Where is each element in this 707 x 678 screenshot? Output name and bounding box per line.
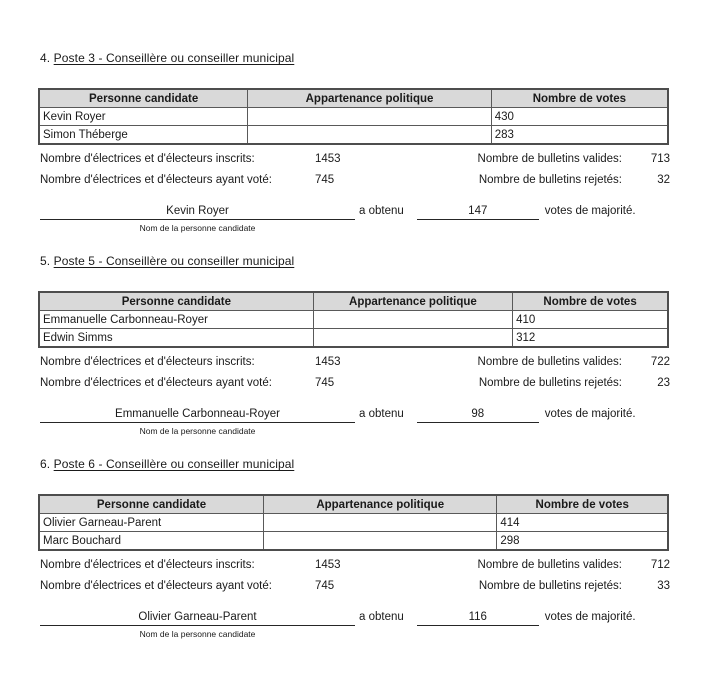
voter-stats bbox=[40, 149, 670, 191]
col-header-party: Appartenance politique bbox=[248, 89, 491, 108]
party-cell bbox=[313, 329, 512, 348]
votes-table bbox=[38, 88, 669, 145]
stat-ayant-vote bbox=[40, 373, 334, 394]
votes-cell: 430 bbox=[491, 108, 668, 126]
col-header-votes: Nombre de votes bbox=[513, 292, 668, 311]
majority-obtenu-label: a obtenu bbox=[359, 205, 404, 217]
stat-rejetes bbox=[479, 170, 670, 191]
stat-label: Nombre de bulletins rejetés: bbox=[478, 377, 622, 389]
votes-cell: 298 bbox=[497, 532, 668, 551]
stat-ayant-vote bbox=[40, 576, 334, 597]
party-cell bbox=[313, 311, 512, 329]
stat-inscrits bbox=[40, 149, 341, 170]
section-number: 4. bbox=[40, 51, 51, 65]
col-header-votes: Nombre de votes bbox=[497, 495, 668, 514]
stat-value: 1453 bbox=[315, 356, 341, 368]
stat-value: 32 bbox=[657, 174, 670, 186]
majority-winner-field: Olivier Garneau-Parent bbox=[40, 611, 355, 626]
stat-value: 1453 bbox=[315, 559, 341, 571]
candidate-name: Simon Théberge bbox=[39, 126, 248, 145]
section-poste-3 bbox=[40, 51, 670, 233]
voter-stats bbox=[40, 555, 670, 597]
stats-row bbox=[40, 352, 670, 373]
col-header-votes: Nombre de votes bbox=[491, 89, 668, 108]
section-number: 6. bbox=[40, 457, 51, 471]
candidate-name: Edwin Simms bbox=[39, 329, 313, 348]
table-row bbox=[39, 108, 668, 126]
majority-suffix-label: votes de majorité. bbox=[544, 205, 636, 217]
stat-valides bbox=[478, 555, 670, 576]
majority-votes-field: 98 bbox=[417, 408, 539, 423]
table-header-row bbox=[39, 89, 668, 108]
stat-label: Nombre d'électrices et d'électeurs ayant voté: bbox=[40, 580, 272, 592]
stat-label: Nombre de bulletins valides: bbox=[477, 153, 622, 165]
majority-suffix-label: votes de majorité. bbox=[544, 611, 636, 623]
table-header-row bbox=[39, 495, 668, 514]
stat-label: Nombre d'électrices et d'électeurs ayant voté: bbox=[40, 377, 272, 389]
voter-stats bbox=[40, 352, 670, 394]
votes-table bbox=[38, 291, 669, 348]
stat-value: 745 bbox=[315, 580, 335, 592]
majority-winner-field: Emmanuelle Carbonneau-Royer bbox=[40, 408, 355, 423]
field-caption: Nom de la personne candidate bbox=[139, 426, 256, 436]
stat-label: Nombre d'électrices et d'électeurs inscrits: bbox=[40, 356, 255, 368]
stat-value: 722 bbox=[650, 356, 670, 368]
stat-label: Nombre d'électrices et d'électeurs inscrits: bbox=[40, 153, 255, 165]
section-number: 5. bbox=[40, 254, 51, 268]
stat-label: Nombre de bulletins rejetés: bbox=[478, 580, 622, 592]
party-cell bbox=[264, 532, 497, 551]
majority-votes-field: 147 bbox=[417, 205, 539, 220]
stat-inscrits bbox=[40, 555, 341, 576]
majority-statement bbox=[40, 408, 670, 423]
stat-valides bbox=[478, 352, 670, 373]
stat-label: Nombre de bulletins valides: bbox=[477, 356, 622, 368]
votes-cell: 312 bbox=[513, 329, 668, 348]
stat-value: 23 bbox=[657, 377, 670, 389]
candidate-name: Olivier Garneau-Parent bbox=[39, 514, 264, 532]
stat-inscrits bbox=[40, 352, 341, 373]
majority-suffix-label: votes de majorité. bbox=[544, 408, 636, 420]
candidate-name: Emmanuelle Carbonneau-Royer bbox=[39, 311, 313, 329]
majority-statement bbox=[40, 205, 670, 220]
section-title: Poste 6 - Conseillère ou conseiller municipal bbox=[53, 457, 295, 471]
votes-cell: 410 bbox=[513, 311, 668, 329]
majority-winner-field: Kevin Royer bbox=[40, 205, 355, 220]
party-cell bbox=[248, 108, 491, 126]
stats-row bbox=[40, 149, 670, 170]
table-row bbox=[39, 514, 668, 532]
votes-cell: 283 bbox=[491, 126, 668, 145]
stat-label: Nombre de bulletins valides: bbox=[477, 559, 622, 571]
stat-label: Nombre de bulletins rejetés: bbox=[478, 174, 622, 186]
stat-value: 745 bbox=[315, 174, 335, 186]
col-header-party: Appartenance politique bbox=[264, 495, 497, 514]
col-header-candidate: Personne candidate bbox=[39, 89, 248, 108]
section-heading bbox=[40, 51, 670, 65]
col-header-candidate: Personne candidate bbox=[39, 495, 264, 514]
table-row bbox=[39, 532, 668, 551]
stat-value: 745 bbox=[315, 377, 335, 389]
stats-row bbox=[40, 555, 670, 576]
stats-row bbox=[40, 170, 670, 191]
section-poste-6 bbox=[40, 457, 670, 639]
party-cell bbox=[248, 126, 491, 145]
stats-row bbox=[40, 576, 670, 597]
stat-value: 1453 bbox=[315, 153, 341, 165]
col-header-party: Appartenance politique bbox=[313, 292, 512, 311]
stat-rejetes bbox=[479, 373, 670, 394]
table-header-row bbox=[39, 292, 668, 311]
table-row bbox=[39, 329, 668, 348]
section-title: Poste 5 - Conseillère ou conseiller municipal bbox=[53, 254, 295, 268]
majority-votes-field: 116 bbox=[417, 611, 539, 626]
party-cell bbox=[264, 514, 497, 532]
stat-label: Nombre d'électrices et d'électeurs ayant voté: bbox=[40, 174, 272, 186]
table-row bbox=[39, 126, 668, 145]
majority-obtenu-label: a obtenu bbox=[359, 408, 404, 420]
section-heading bbox=[40, 457, 670, 471]
votes-table bbox=[38, 494, 669, 551]
votes-cell: 414 bbox=[497, 514, 668, 532]
stat-value: 712 bbox=[650, 559, 670, 571]
majority-statement bbox=[40, 611, 670, 626]
section-title: Poste 3 - Conseillère ou conseiller municipal bbox=[53, 51, 295, 65]
field-caption: Nom de la personne candidate bbox=[139, 223, 256, 233]
stat-value: 713 bbox=[650, 153, 670, 165]
stat-rejetes bbox=[479, 576, 670, 597]
col-header-candidate: Personne candidate bbox=[39, 292, 313, 311]
field-caption: Nom de la personne candidate bbox=[139, 629, 256, 639]
candidate-name: Kevin Royer bbox=[39, 108, 248, 126]
section-poste-5 bbox=[40, 254, 670, 436]
majority-obtenu-label: a obtenu bbox=[359, 611, 404, 623]
table-row bbox=[39, 311, 668, 329]
stats-row bbox=[40, 373, 670, 394]
stat-ayant-vote bbox=[40, 170, 334, 191]
section-heading bbox=[40, 254, 670, 268]
stat-label: Nombre d'électrices et d'électeurs inscrits: bbox=[40, 559, 255, 571]
stat-value: 33 bbox=[657, 580, 670, 592]
candidate-name: Marc Bouchard bbox=[39, 532, 264, 551]
stat-valides bbox=[478, 149, 670, 170]
